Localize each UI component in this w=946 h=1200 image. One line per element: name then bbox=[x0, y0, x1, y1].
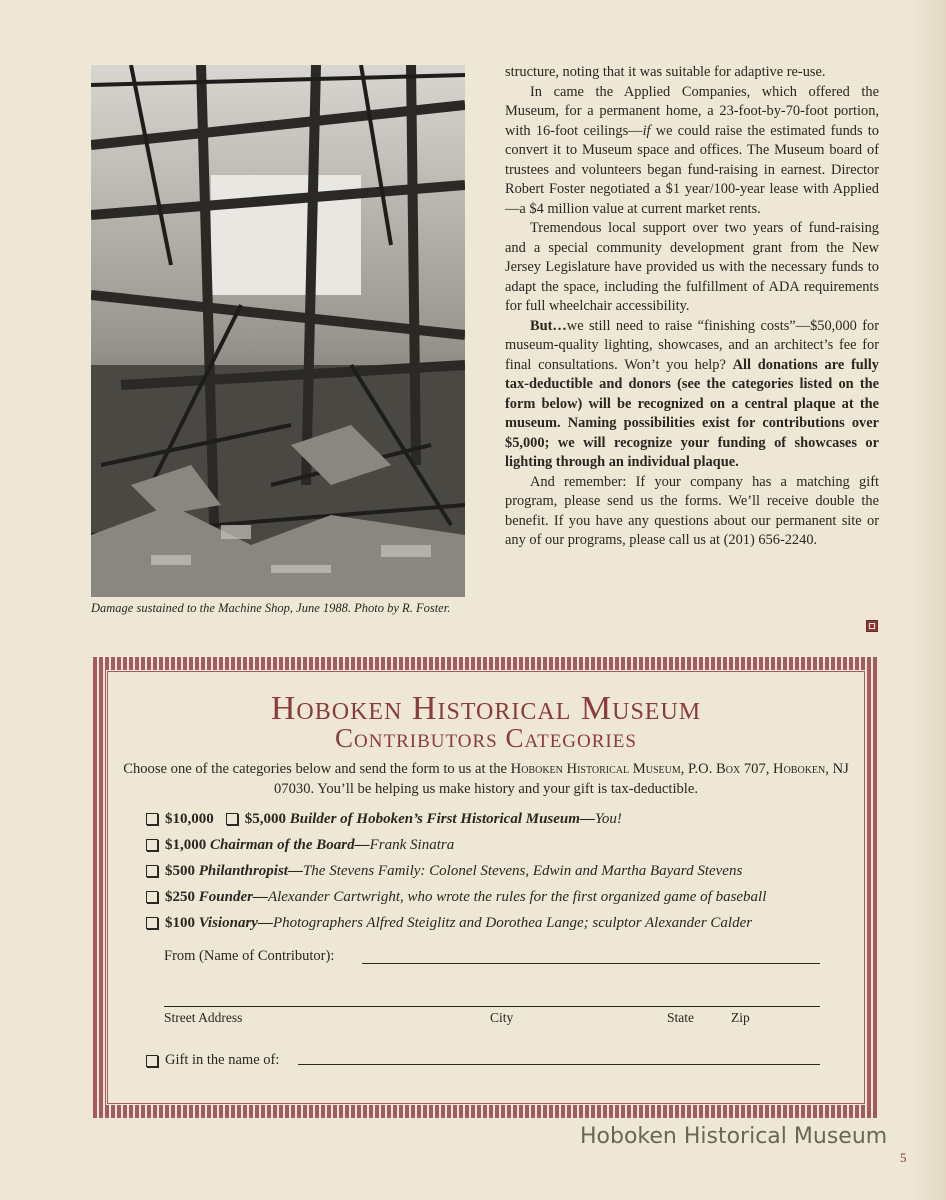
page-fold-shadow bbox=[908, 0, 946, 1200]
article-paragraph: In came the Applied Companies, which offered the Museum, for a permanent home, a 23-foot-by-70-foot portion, with 16-foot ceilings—if we could raise the estimated funds to convert it to Museum space and offices. The Museum board of trustees and volunteers began fund-raising in earnest. Director Robert Foster negotiated a $1 year/100-year lease with Applied—a $4 million value at current market rents. bbox=[505, 83, 879, 217]
category-row: $100 Visionary— Photographers Alfred Steiglitz and Dorothea Lange; sculptor Alexander Calder bbox=[146, 910, 866, 936]
from-label: From (Name of Contributor): bbox=[164, 948, 335, 964]
form-subtitle: Contributors Categories bbox=[335, 723, 637, 753]
street-address-label: Street Address bbox=[164, 1010, 243, 1025]
category-list bbox=[146, 806, 866, 936]
category-row: $10,000 $5,000 Builder of Hoboken’s First Historical Museum— You! bbox=[146, 806, 866, 832]
category-row: $500 Philanthropist— The Stevens Family: Colonel Stevens, Edwin and Martha Bayard Stevens bbox=[146, 858, 866, 884]
category-row: $1,000 Chairman of the Board— Frank Sinatra bbox=[146, 832, 866, 858]
category-row: $250 Founder— Alexander Cartwright, who wrote the rules for the first organized game of baseball bbox=[146, 884, 866, 910]
article-paragraph: structure, noting that it was suitable for adaptive re-use. bbox=[505, 64, 826, 80]
checkbox-250[interactable] bbox=[146, 891, 158, 903]
contributor-name-field[interactable] bbox=[362, 963, 820, 964]
article-paragraph: Tremendous local support over two years of fund-raising and a special community development grant from the New Jersey Legislature have provided us with the necessary funds to adapt the space, including the fulfillment of ADA requirements for full wheelchair accessibility. bbox=[505, 220, 879, 314]
machine-shop-photo bbox=[91, 65, 465, 597]
form-title: Hoboken Historical Museum bbox=[270, 690, 702, 727]
city-label: City bbox=[490, 1010, 514, 1025]
checkbox-10000[interactable] bbox=[146, 813, 158, 825]
checkbox-gift-in-name[interactable] bbox=[146, 1055, 158, 1067]
state-label: State bbox=[667, 1010, 694, 1025]
gift-name-field[interactable] bbox=[298, 1064, 820, 1065]
zip-label: Zip bbox=[731, 1010, 750, 1025]
end-mark-icon bbox=[866, 620, 878, 632]
watermark: Hoboken Historical Museum bbox=[580, 1124, 888, 1149]
article-paragraph: And remember: If your company has a matching gift program, please send us the forms. We’ll receive double the benefit. If you have any questions about our permanent site or any of our programs, please call us at (201) 656-2240. bbox=[505, 473, 879, 548]
page-number: 5 bbox=[900, 1150, 907, 1165]
form-intro: Choose one of the categories below and send the form to us at the Hoboken Historical Museum, P.O. Box 707, Hoboken, NJ 07030. You’ll be helping us make history and your gift is tax-deductible. bbox=[123, 761, 849, 797]
checkbox-500[interactable] bbox=[146, 865, 158, 877]
article-paragraph: But…we still need to raise “finishing costs”—$50,000 for museum-quality lighting, showcases, and an architect’s fee for final consultations. Won’t you help? All donations are fully tax-deductible and donors (see the categories listed on the form below) will be recognized on a central plaque at the museum. Naming possibilities exist for contributions over $5,000; we will recognize your funding of showcases or lighting through an individual plaque. bbox=[505, 317, 879, 470]
gift-in-name-row: Gift in the name of: bbox=[146, 1052, 279, 1069]
checkbox-1000[interactable] bbox=[146, 839, 158, 851]
checkbox-5000[interactable] bbox=[226, 813, 238, 825]
photo-caption: Damage sustained to the Machine Shop, June 1988. Photo by R. Foster. bbox=[91, 601, 451, 615]
article-body bbox=[505, 63, 879, 551]
checkbox-100[interactable] bbox=[146, 917, 158, 929]
address-field[interactable] bbox=[164, 1006, 820, 1007]
